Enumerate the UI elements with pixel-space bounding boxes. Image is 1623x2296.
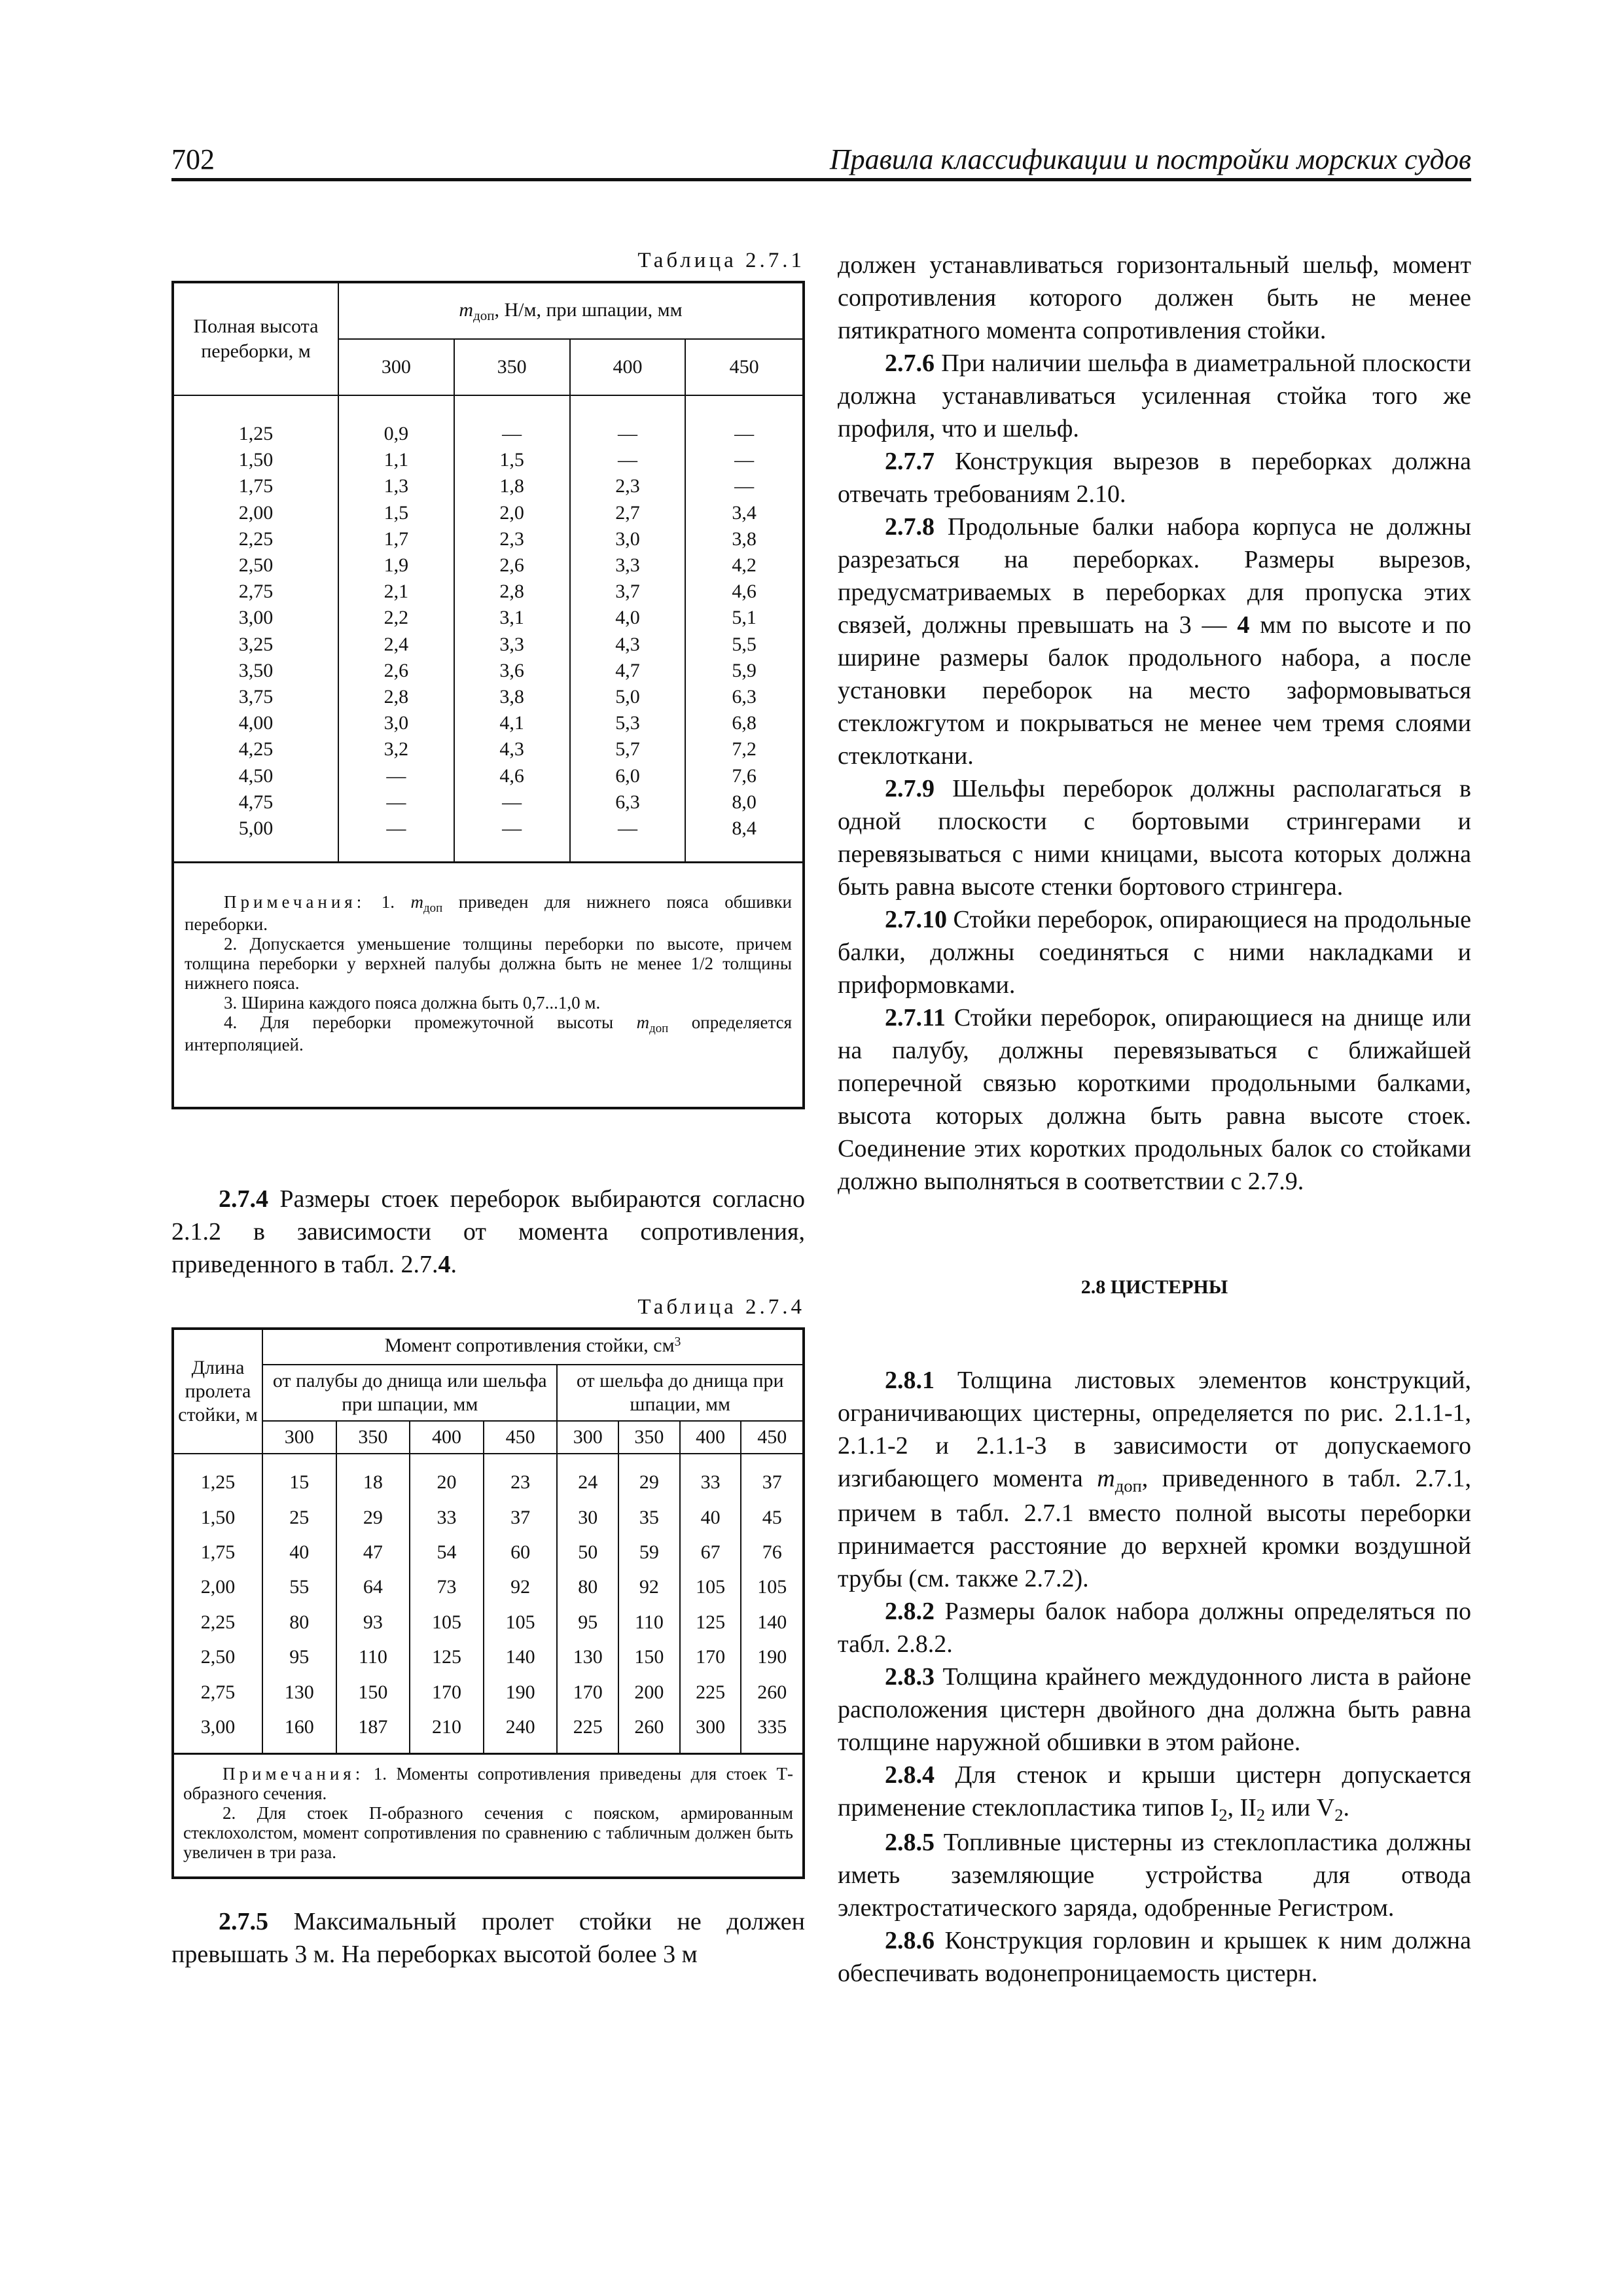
table-271-value-cell: 3,4 bbox=[732, 501, 757, 524]
table-271-value-cell: — bbox=[617, 817, 637, 840]
table-274-value-cell: 150 bbox=[634, 1646, 664, 1668]
table-274-spacing-1: 350 bbox=[336, 1421, 410, 1454]
table-271-height-cell: 4,75 bbox=[238, 791, 274, 813]
table-274-spacing-6: 400 bbox=[680, 1421, 741, 1454]
table-271-height-cell: 3,00 bbox=[238, 607, 274, 629]
table-274-value-cell: 187 bbox=[358, 1716, 388, 1738]
table-274-value-cell: 45 bbox=[762, 1506, 782, 1528]
table-274-value-cell: 33 bbox=[700, 1471, 721, 1494]
table-271-spacing-0: 300 bbox=[338, 339, 454, 395]
para-2-8-4: 2.8.4 Для стенок и крыши цистерн допускается применение стеклопластика типов $I_2$, $II_2$ или $V_2$. bbox=[838, 1761, 1472, 1825]
table-271-value-cell: 2,8 bbox=[383, 686, 409, 708]
table-271-value-cell: 4,0 bbox=[615, 607, 640, 629]
table-271-value-cell: 5,3 bbox=[615, 712, 640, 734]
para-2-7-9: 2.7.9 Шельфы переборок должны располагаться в одной плоскости с бортовыми стрингерами и перевязываться с ними кницами, высота которых должна быть равна высоте стенки бортового стрингера. bbox=[838, 775, 1471, 901]
table-271-value-cell: — bbox=[502, 423, 522, 444]
table-274-value-cell: 80 bbox=[289, 1611, 310, 1633]
table-274-values-col-0 bbox=[262, 1454, 336, 1753]
table-274-value-cell: 170 bbox=[696, 1646, 726, 1668]
table-274-length-cell: 2,50 bbox=[200, 1646, 236, 1668]
table-271-notes: Примечания: 1. $m_{доп}$ приведен для нижнего пояса обшивки переборки. 2. Допускается уменьшение толщины переборки по высоте, причем толщина переборки у верхней палубы должна быть не менее 1/2 толщины нижнего пояса. 3. Ширина каждого пояса должна быть 0,7...1,0 м. 4. Для переборки промежуточной высоты $m_{доп}$ определяется интерполяцией. bbox=[173, 863, 804, 1109]
table-271-value-cell: 1,7 bbox=[383, 528, 409, 550]
table-274-value-cell: 225 bbox=[696, 1681, 726, 1703]
table-271-value-cell: 3,7 bbox=[615, 581, 640, 603]
table-274-value-cell: 30 bbox=[578, 1506, 598, 1528]
table-274-value-cell: 130 bbox=[284, 1681, 314, 1703]
table-271-value-cell: 2,7 bbox=[615, 501, 640, 524]
table-271-height-cell: 2,00 bbox=[238, 501, 274, 524]
table-274-value-cell: 95 bbox=[289, 1646, 310, 1668]
table-274-value-cell: 76 bbox=[762, 1541, 782, 1564]
table-274-value-cell: 260 bbox=[757, 1681, 787, 1703]
table-274-note-2: 2. Для стоек П-образного сечения с пояском, армированным стеклохолстом, момент сопротивления по сравнению с табличным должен быть увеличен в три раза. bbox=[183, 1803, 793, 1862]
table-271-value-cell: 3,8 bbox=[499, 686, 524, 708]
table-274-value-cell: 105 bbox=[757, 1576, 787, 1598]
table-271-spacing-3: 450 bbox=[685, 339, 804, 395]
running-header: Правила классификации и постройки морских судов bbox=[829, 143, 1471, 175]
table-274-value-cell: 335 bbox=[757, 1716, 787, 1738]
table-271-value-cell: — bbox=[386, 791, 406, 813]
table-274-value-cell: 240 bbox=[505, 1716, 535, 1738]
table-274-value-cell: 67 bbox=[700, 1541, 721, 1564]
page-number: 702 bbox=[171, 143, 215, 175]
table-274-value-cell: 200 bbox=[634, 1681, 664, 1703]
table-274-value-cell: 80 bbox=[578, 1576, 598, 1598]
table-271-value-cell: 3,6 bbox=[499, 659, 524, 681]
table-271-values-col-0 bbox=[338, 395, 454, 863]
table-274-value-cell: 140 bbox=[757, 1611, 787, 1633]
table-274-value-cell: 37 bbox=[510, 1506, 531, 1528]
table-274-length-cell: 2,75 bbox=[200, 1681, 236, 1703]
table-274-value-cell: 93 bbox=[363, 1611, 383, 1633]
table-271-height-cell: 3,50 bbox=[238, 659, 274, 681]
table-274-value-cell: 20 bbox=[437, 1471, 457, 1494]
table-274-value-cell: 64 bbox=[363, 1576, 383, 1598]
table-274-value-cell: 23 bbox=[510, 1471, 531, 1494]
para-2-7-4: 2.7.4 Размеры стоек переборок выбираются согласно 2.1.2 в зависимости от момента сопротивления, приведенного в табл. 2.7.4. bbox=[171, 1185, 806, 1279]
table-271-values-col-3 bbox=[685, 395, 804, 863]
table-271-values-col-2 bbox=[570, 395, 686, 863]
table-271-height-cell: 2,75 bbox=[238, 581, 274, 603]
table-274-value-cell: 15 bbox=[289, 1471, 310, 1494]
table-271-heights-col bbox=[173, 395, 338, 863]
table-271-value-cell: 2,6 bbox=[383, 659, 409, 681]
table-271-caption: Таблица 2.7.1 bbox=[637, 249, 805, 272]
table-271-height-cell: 2,50 bbox=[238, 554, 274, 577]
table-271-value-cell: 3,3 bbox=[615, 554, 640, 577]
table-271-value-cell: 5,1 bbox=[732, 607, 757, 629]
table-274-spacing-row bbox=[173, 1421, 804, 1454]
table-274-values-col-6 bbox=[680, 1454, 741, 1753]
table-274-value-cell: 105 bbox=[432, 1611, 462, 1633]
table-271-height-cell: 4,25 bbox=[238, 738, 274, 761]
table-274-value-cell: 47 bbox=[363, 1541, 383, 1564]
section-2-8-title: 2.8 ЦИСТЕРНЫ bbox=[1080, 1276, 1228, 1298]
table-271-value-cell: 7,2 bbox=[732, 738, 757, 761]
table-271-value-cell: 6,8 bbox=[732, 712, 757, 734]
table-274-value-cell: 40 bbox=[289, 1541, 310, 1564]
table-271-height-cell: 3,25 bbox=[238, 633, 274, 655]
table-271-height-cell: 1,25 bbox=[238, 423, 274, 444]
table-274-value-cell: 55 bbox=[289, 1576, 310, 1598]
table-271-height-cell: 3,75 bbox=[238, 686, 274, 708]
table-271-value-cell: 2,8 bbox=[499, 581, 524, 603]
table-271-value-cell: 7,6 bbox=[732, 764, 757, 787]
table-274-value-cell: 130 bbox=[573, 1646, 603, 1668]
table-274-head-length: Длина пролета стойки, м bbox=[173, 1329, 262, 1454]
table-271-value-cell: — bbox=[386, 817, 406, 840]
table-271-value-cell: 3,0 bbox=[383, 712, 409, 734]
para-2-7-6: 2.7.6 При наличии шельфа в диаметральной плоскости должна устанавливаться усиленная стойка того же профиля, что и шельф. bbox=[838, 350, 1471, 442]
table-274-value-cell: 37 bbox=[762, 1471, 782, 1494]
table-271-value-cell: 5,7 bbox=[615, 738, 640, 761]
table-271-head-height: Полная высота переборки, м bbox=[173, 282, 338, 395]
para-2-8-2: 2.8.2 Размеры балок набора должны определяться по табл. 2.8.2. bbox=[838, 1598, 1471, 1658]
table-271-value-cell: 6,3 bbox=[732, 686, 757, 708]
table-274-value-cell: 92 bbox=[639, 1576, 659, 1598]
table-274-spacing-4: 300 bbox=[557, 1421, 618, 1454]
table-271-value-cell: 2,1 bbox=[383, 581, 409, 603]
table-271-value-cell: 3,1 bbox=[499, 607, 524, 629]
table-274-values-col-4 bbox=[557, 1454, 618, 1753]
table-274-value-cell: 170 bbox=[432, 1681, 462, 1703]
table-271-value-cell: 2,4 bbox=[383, 633, 409, 655]
para-2-8-5: 2.8.5 Топливные цистерны из стеклопластика должны иметь заземляющие устройства для отвода электростатического заряда, одобренные Регистром. bbox=[838, 1829, 1471, 1922]
table-274-value-cell: 105 bbox=[505, 1611, 535, 1633]
table-274-value-cell: 210 bbox=[432, 1716, 462, 1738]
table-271-spacing-2: 400 bbox=[570, 339, 686, 395]
table-271-value-cell: 1,3 bbox=[383, 475, 409, 497]
table-271-value-cell: 3,2 bbox=[383, 738, 409, 761]
table-271-value-cell: — bbox=[386, 764, 406, 787]
table-274-value-cell: 190 bbox=[757, 1646, 787, 1668]
table-274-lengths-col bbox=[173, 1454, 262, 1753]
table-274-length-cell: 1,25 bbox=[200, 1471, 236, 1494]
table-274-values-col-2 bbox=[410, 1454, 484, 1753]
table-274-value-cell: 35 bbox=[639, 1506, 659, 1528]
table-271-value-cell: 4,6 bbox=[499, 764, 524, 787]
table-274-length-cell: 1,75 bbox=[200, 1541, 236, 1564]
table-271-value-cell: 2,0 bbox=[499, 501, 524, 524]
table-271-value-cell: 1,1 bbox=[383, 449, 409, 471]
table-271-height-cell: 4,50 bbox=[238, 764, 274, 787]
table-271-value-cell: 1,9 bbox=[383, 554, 409, 577]
table-274-group-1: от палубы до днища или шельфа при шпации, мм bbox=[262, 1365, 557, 1421]
table-271-height-cell: 1,75 bbox=[238, 475, 274, 497]
table-274-value-cell: 110 bbox=[634, 1611, 664, 1633]
table-274-value-cell: 260 bbox=[634, 1716, 664, 1738]
table-271-value-cell: 2,6 bbox=[499, 554, 524, 577]
para-2-7-8: 2.7.8 Продольные балки набора корпуса не должны разрезаться на переборках. Размеры вырезов, предусматриваемых в переборках для пропуска этих связей, должны превышать на 3 — 4 мм по высоте и по ширине размеры балок продольного набора, а после установки переборок на место заформовываться стекложгутом и покрываться не менее чем тремя слоями стеклоткани. bbox=[838, 513, 1472, 770]
table-274-value-cell: 60 bbox=[510, 1541, 531, 1564]
table-274-head-top: Момент сопротивления стойки, $см^3$ bbox=[262, 1329, 804, 1365]
table-274-value-cell: 140 bbox=[505, 1646, 535, 1668]
table-271-value-cell: — bbox=[502, 791, 522, 813]
para-2-8-3: 2.8.3 Толщина крайнего междудонного листа в районе расположения цистерн двойного дна должна быть равна толщине наружной обшивки в этом районе. bbox=[838, 1663, 1472, 1756]
table-274-value-cell: 300 bbox=[696, 1716, 726, 1738]
table-271-value-cell: 3,3 bbox=[499, 633, 524, 655]
table-271-value-cell: 5,5 bbox=[732, 633, 757, 655]
table-274-value-cell: 160 bbox=[284, 1716, 314, 1738]
table-271-value-cell: 4,3 bbox=[615, 633, 640, 655]
table-271-value-cell: 2,2 bbox=[383, 607, 409, 629]
table-274-value-cell: 95 bbox=[578, 1611, 598, 1633]
table-271-value-cell: 6,3 bbox=[615, 791, 640, 813]
table-274-length-cell: 2,25 bbox=[200, 1611, 236, 1633]
table-274-value-cell: 105 bbox=[696, 1576, 726, 1598]
para-2-8-1: 2.8.1 Толщина листовых элементов конструкций, ограничивающих цистерны, определяется по рис. 2.1.1-1, 2.1.1-2 и 2.1.1-3 в зависимости от допускаемого изгибающего момента $m_{доп}$, приведенного в табл. 2.7.1, причем в табл. 2.7.1 вместо полной высоты переборки принимается расстояние до верхней кромки воздушной трубы (см. также 2.7.2). bbox=[838, 1367, 1472, 1592]
table-274-value-cell: 190 bbox=[505, 1681, 535, 1703]
table-271-value-cell: 5,0 bbox=[615, 686, 640, 708]
table-274-value-cell: 25 bbox=[289, 1506, 310, 1528]
table-271-value-cell: 1,5 bbox=[383, 501, 409, 524]
table-271-value-cell: — bbox=[734, 475, 755, 497]
table-271-value-cell: 8,0 bbox=[732, 791, 757, 813]
table-274-value-cell: 40 bbox=[700, 1506, 721, 1528]
table-274-value-cell: 125 bbox=[432, 1646, 462, 1668]
para-2-7-10: 2.7.10 Стойки переборок, опирающиеся на продольные балки, должны соединяться с ними накладками и приформовками. bbox=[838, 906, 1471, 999]
table-271-note-3: 3. Ширина каждого пояса должна быть 0,7...1,0 м. bbox=[224, 993, 601, 1013]
table-271-value-cell: 8,4 bbox=[732, 817, 757, 840]
para-2-7-11: 2.7.11 Стойки переборок, опирающиеся на днище или на палубу, должны перевязываться с ближайшей поперечной связью короткими продольными балками, высота которых должна быть равна высоте стоек. Соединение этих коротких продольных балок со стойками должно выполняться в соответствии с 2.7.9. bbox=[838, 1004, 1471, 1195]
table-271-value-cell: — bbox=[617, 449, 637, 471]
table-274-data-row bbox=[173, 1454, 804, 1753]
table-271-height-cell: 2,25 bbox=[238, 528, 274, 550]
table-274-value-cell: 110 bbox=[358, 1646, 387, 1668]
table-271-value-cell: 2,3 bbox=[499, 528, 524, 550]
table-274-values-col-1 bbox=[336, 1454, 410, 1753]
table-274-value-cell: 24 bbox=[578, 1471, 598, 1494]
table-271-value-cell: 4,3 bbox=[499, 738, 524, 761]
table-271-value-cell: — bbox=[734, 449, 755, 471]
para-2-7-5: 2.7.5 Максимальный пролет стойки не должен превышать 3 м. На переборках высотой более 3 м bbox=[171, 1907, 805, 1968]
table-274-values-col-7 bbox=[741, 1454, 804, 1753]
para-2-7-7: 2.7.7 Конструкция вырезов в переборках должна отвечать требованиям 2.10. bbox=[838, 448, 1471, 508]
table-274-value-cell: 59 bbox=[639, 1541, 659, 1564]
table-274 bbox=[171, 1327, 805, 1878]
table-271-head-group: $m_{доп}$, Н/м, при шпации, мм bbox=[338, 282, 804, 339]
table-274-value-cell: 18 bbox=[363, 1471, 383, 1494]
table-271-value-cell: 3,8 bbox=[732, 528, 757, 550]
table-274-length-cell: 3,00 bbox=[200, 1716, 236, 1738]
table-274-value-cell: 125 bbox=[696, 1611, 726, 1633]
table-274-value-cell: 73 bbox=[437, 1576, 457, 1598]
table-271-data-row bbox=[173, 395, 804, 863]
table-274-value-cell: 150 bbox=[358, 1681, 388, 1703]
right-column bbox=[838, 249, 1471, 1990]
table-271-height-cell: 1,50 bbox=[238, 449, 274, 471]
table-271 bbox=[171, 281, 805, 1109]
table-274-values-col-5 bbox=[618, 1454, 680, 1753]
para-continuation: должен устанавливаться горизонтальный шельф, момент сопротивления которого должен быть не менее пятикратного момента сопротивления стойки. bbox=[838, 251, 1471, 344]
table-274-values-col-3 bbox=[484, 1454, 558, 1753]
table-271-value-cell: 1,5 bbox=[499, 449, 524, 471]
table-271-value-cell: 4,7 bbox=[615, 659, 640, 681]
table-271-value-cell: 1,8 bbox=[499, 475, 524, 497]
table-274-spacing-3: 450 bbox=[484, 1421, 558, 1454]
table-271-height-cell: 4,00 bbox=[238, 712, 274, 734]
table-271-value-cell: — bbox=[734, 423, 755, 444]
table-271-value-cell: — bbox=[617, 423, 637, 444]
table-274-value-cell: 92 bbox=[510, 1576, 531, 1598]
table-274-caption: Таблица 2.7.4 bbox=[637, 1295, 805, 1319]
table-274-length-cell: 1,50 bbox=[200, 1506, 236, 1528]
table-274-spacing-5: 350 bbox=[618, 1421, 680, 1454]
header-rule bbox=[171, 178, 1471, 181]
left-column bbox=[171, 249, 805, 1971]
table-274-value-cell: 29 bbox=[363, 1506, 383, 1528]
table-274-group-2: от шельфа до днища при шпации, мм bbox=[557, 1365, 804, 1421]
table-271-value-cell: 4,6 bbox=[732, 581, 757, 603]
table-274-spacing-7: 450 bbox=[741, 1421, 804, 1454]
table-271-value-cell: 0,9 bbox=[383, 423, 409, 444]
table-271-value-cell: 6,0 bbox=[615, 764, 640, 787]
table-274-value-cell: 170 bbox=[573, 1681, 603, 1703]
table-274-value-cell: 54 bbox=[437, 1541, 457, 1564]
table-274-spacing-0: 300 bbox=[262, 1421, 336, 1454]
table-271-height-cell: 5,00 bbox=[238, 817, 274, 840]
table-271-value-cell: 5,9 bbox=[732, 659, 757, 681]
para-2-8-6: 2.8.6 Конструкция горловин и крышек к ним должна обеспечивать водонепроницаемость цистерн. bbox=[838, 1927, 1472, 1987]
table-271-value-cell: 4,1 bbox=[499, 712, 524, 734]
table-271-spacing-1: 350 bbox=[454, 339, 570, 395]
table-274-value-cell: 50 bbox=[578, 1541, 598, 1564]
table-271-value-cell: 4,2 bbox=[732, 554, 757, 577]
table-274-notes: Примечания: 1. Моменты сопротивления приведены для стоек Т-образного сечения. 2. Для стоек П-образного сечения с пояском, армированным стеклохолстом, момент сопротивления по сравнению с табличным должен быть увеличен в три раза. bbox=[173, 1753, 804, 1878]
table-274-value-cell: 225 bbox=[573, 1716, 603, 1738]
table-271-value-cell: — bbox=[502, 817, 522, 840]
table-274-value-cell: 29 bbox=[639, 1471, 659, 1494]
table-274-length-cell: 2,00 bbox=[200, 1576, 236, 1598]
table-271-value-cell: 2,3 bbox=[615, 475, 640, 497]
table-274-spacing-2: 400 bbox=[410, 1421, 484, 1454]
table-271-note-2: 2. Допускается уменьшение толщины переборки по высоте, причем толщина переборки у верхней палубы должна быть не менее 1/2 толщины нижнего пояса. bbox=[185, 934, 792, 994]
table-271-value-cell: 3,0 bbox=[615, 528, 640, 550]
table-271-values-col-1 bbox=[454, 395, 570, 863]
table-274-value-cell: 33 bbox=[437, 1506, 457, 1528]
